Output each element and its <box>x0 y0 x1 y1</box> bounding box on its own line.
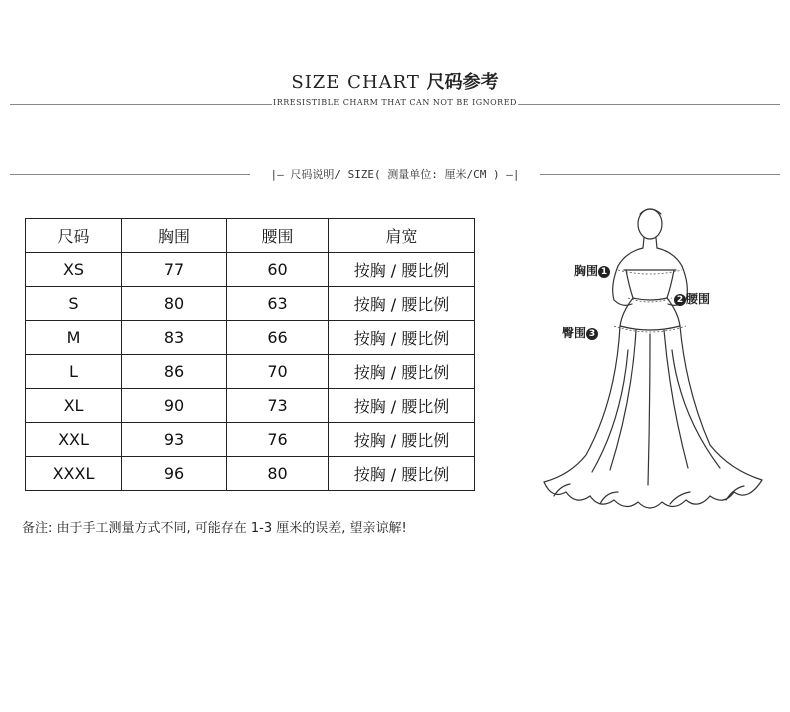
measurement-note: 备注: 由于手工测量方式不同, 可能存在 1-3 厘米的误差, 望亲谅解! <box>22 521 407 536</box>
table-header-row <box>26 219 475 253</box>
table-row <box>26 253 475 287</box>
cell-size: M <box>26 321 122 355</box>
cell-shoulder: 按胸 / 腰比例 <box>329 321 475 355</box>
header-waist: 腰围 <box>227 219 329 253</box>
cell-shoulder: 按胸 / 腰比例 <box>329 389 475 423</box>
cell-bust: 77 <box>122 253 227 287</box>
size-chart-table <box>25 218 475 491</box>
cell-waist: 66 <box>227 321 329 355</box>
cell-shoulder: 按胸 / 腰比例 <box>329 287 475 321</box>
cell-size: XL <box>26 389 122 423</box>
cell-waist: 60 <box>227 253 329 287</box>
cell-size: L <box>26 355 122 389</box>
cell-bust: 96 <box>122 457 227 491</box>
header-size: 尺码 <box>26 219 122 253</box>
cell-size: S <box>26 287 122 321</box>
cell-size: XXL <box>26 423 122 457</box>
gown-illustration <box>530 200 780 520</box>
gown-sketch-icon <box>530 200 780 520</box>
title-chinese: 尺码参考 <box>426 72 499 93</box>
table-row <box>26 355 475 389</box>
cell-waist: 80 <box>227 457 329 491</box>
cell-shoulder: 按胸 / 腰比例 <box>329 355 475 389</box>
header-shoulder: 肩宽 <box>329 219 475 253</box>
cell-waist: 63 <box>227 287 329 321</box>
cell-bust: 90 <box>122 389 227 423</box>
table-row <box>26 389 475 423</box>
cell-size: XS <box>26 253 122 287</box>
size-info-caption: |— 尺码说明/ SIZE( 测量单位: 厘米/CM ) —| <box>270 168 520 181</box>
page-title <box>0 68 790 94</box>
cell-shoulder: 按胸 / 腰比例 <box>329 253 475 287</box>
cell-bust: 83 <box>122 321 227 355</box>
table-row <box>26 287 475 321</box>
cell-bust: 93 <box>122 423 227 457</box>
title-english: SIZE CHART <box>291 72 420 93</box>
marker-1-badge: 1 <box>598 266 610 278</box>
cell-waist: 70 <box>227 355 329 389</box>
table-row <box>26 457 475 491</box>
cell-waist: 76 <box>227 423 329 457</box>
header-bust: 胸围 <box>122 219 227 253</box>
marker-3-badge: 3 <box>586 328 598 340</box>
page-subtitle: IRRESISTIBLE CHARM THAT CAN NOT BE IGNORED <box>273 98 517 107</box>
marker-2-badge: 2 <box>674 294 686 306</box>
cell-shoulder: 按胸 / 腰比例 <box>329 423 475 457</box>
bust-label: 胸围 1 <box>574 262 610 279</box>
hip-label: 臀围 3 <box>562 324 598 341</box>
cell-bust: 80 <box>122 287 227 321</box>
cell-bust: 86 <box>122 355 227 389</box>
cell-waist: 73 <box>227 389 329 423</box>
cell-shoulder: 按胸 / 腰比例 <box>329 457 475 491</box>
table-row <box>26 423 475 457</box>
cell-size: XXXL <box>26 457 122 491</box>
waist-label: 2 腰围 <box>674 290 710 307</box>
table-row <box>26 321 475 355</box>
